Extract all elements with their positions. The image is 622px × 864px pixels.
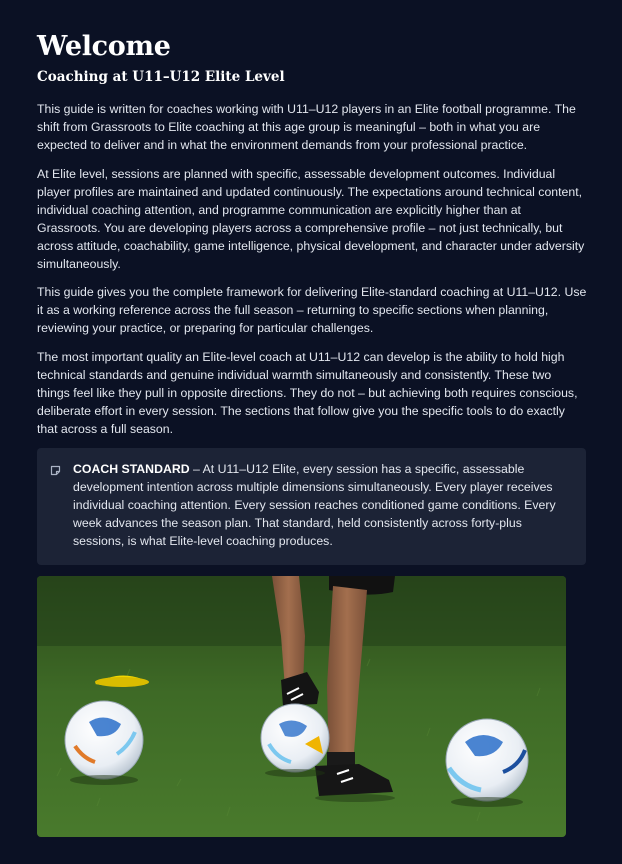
callout-label: COACH STANDARD xyxy=(73,462,190,476)
intro-paragraph-1: This guide is written for coaches working with U11–U12 players in an Elite football programme. The shift from Grassroots to Elite coaching at this age group is meaningful – both in what you are expected to deliver and in what the environment demands from your professional practice. xyxy=(37,102,576,152)
callout-body: – At U11–U12 Elite, every session has a specific, assessable development intention across multiple dimensions simultaneously. Every player receives individual coaching attention. Every session reaches conditioned game conditions. Every week advances the season plan. That standard, held consistently across forty-plus sessions, is what Elite-level coaching produces. xyxy=(73,462,556,548)
intro-paragraph-3: This guide gives you the complete framework for delivering Elite-standard coaching at U11–U12. Use it as a working reference across the full season – returning to specific sections when planning, reviewing your practice, or preparing for particular challenges. xyxy=(37,285,587,335)
page-subtitle: Coaching at U11–U12 Elite Level xyxy=(37,69,285,85)
page-title: Welcome xyxy=(37,31,171,62)
callout-text xyxy=(73,460,573,550)
intro-paragraph-4: The most important quality an Elite-level coach at U11–U12 can develop is the ability to hold high technical standards and genuine individual warmth simultaneously and consistently. These two things feel like they pull in opposite directions. They do not – but achieving both requires conscious, deliberate effort in every session. The sections that follow give you the specific tools to do exactly that across a full season. xyxy=(37,350,578,436)
training-photo xyxy=(37,576,566,837)
intro-paragraph-2: At Elite level, sessions are planned with specific, assessable development outcomes. Individual player profiles are maintained and updated continuously. The expectations around technical content, individual coaching attention, and programme communication are explicitly higher than at Grassroots. You are developing players across a comprehensive profile – not just technically, but across attitude, coachability, game intelligence, physical development, and character under adversity simultaneously. xyxy=(37,167,585,271)
coach-standard-callout xyxy=(37,448,586,565)
note-icon xyxy=(50,463,61,474)
